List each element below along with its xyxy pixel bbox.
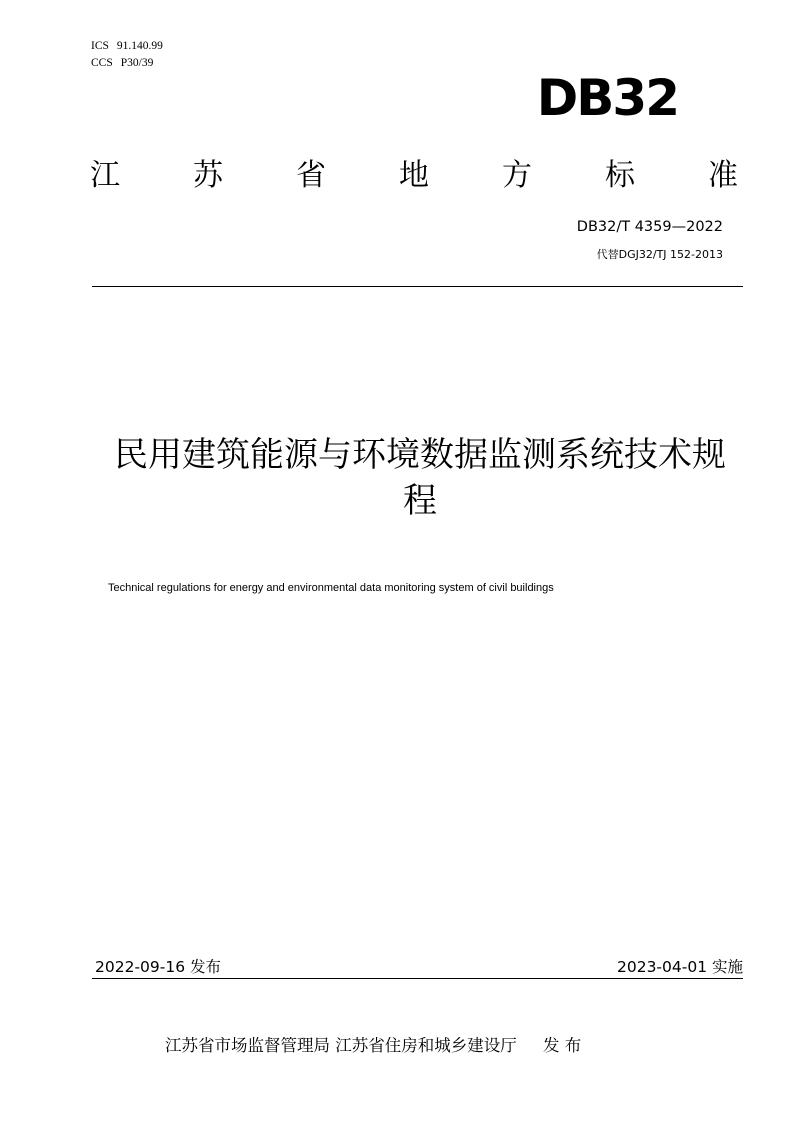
document-title-en: Technical regulations for energy and environmental data monitoring system of civil buildings <box>108 582 554 594</box>
standard-type-heading <box>90 156 738 196</box>
standard-type-char: 准 <box>708 158 738 193</box>
ccs-row <box>91 55 171 72</box>
replaces-note: 代替DGJ32/TJ 152-2013 <box>596 248 723 261</box>
standard-type-char: 标 <box>605 158 635 193</box>
issuing-authority: 江苏省市场监督管理局 江苏省住房和城乡建设厅 发 布 <box>165 1036 582 1055</box>
standard-type-char: 省 <box>296 158 326 193</box>
ccs-label: CCS <box>91 57 113 69</box>
bottom-divider <box>92 978 743 979</box>
ics-value: 91.140.99 <box>116 40 163 52</box>
db32-logo: DB32 <box>536 69 678 127</box>
ics-row <box>91 38 171 55</box>
ics-label: ICS <box>91 40 109 52</box>
ccs-value: P30/39 <box>120 57 154 69</box>
standard-type-char: 苏 <box>193 158 223 193</box>
implement-date: 2023-04-01 实施 <box>616 958 743 976</box>
standard-code: DB32/T 4359—2022 <box>576 219 723 235</box>
top-divider <box>92 286 743 287</box>
standard-type-char: 江 <box>90 158 120 193</box>
standard-type-char: 方 <box>502 158 532 193</box>
publish-date: 2022-09-16 发布 <box>95 958 222 976</box>
document-title-cn: 民用建筑能源与环境数据监测系统技术规程 <box>114 435 726 521</box>
classification-codes <box>91 38 171 72</box>
standard-type-char: 地 <box>399 158 429 193</box>
